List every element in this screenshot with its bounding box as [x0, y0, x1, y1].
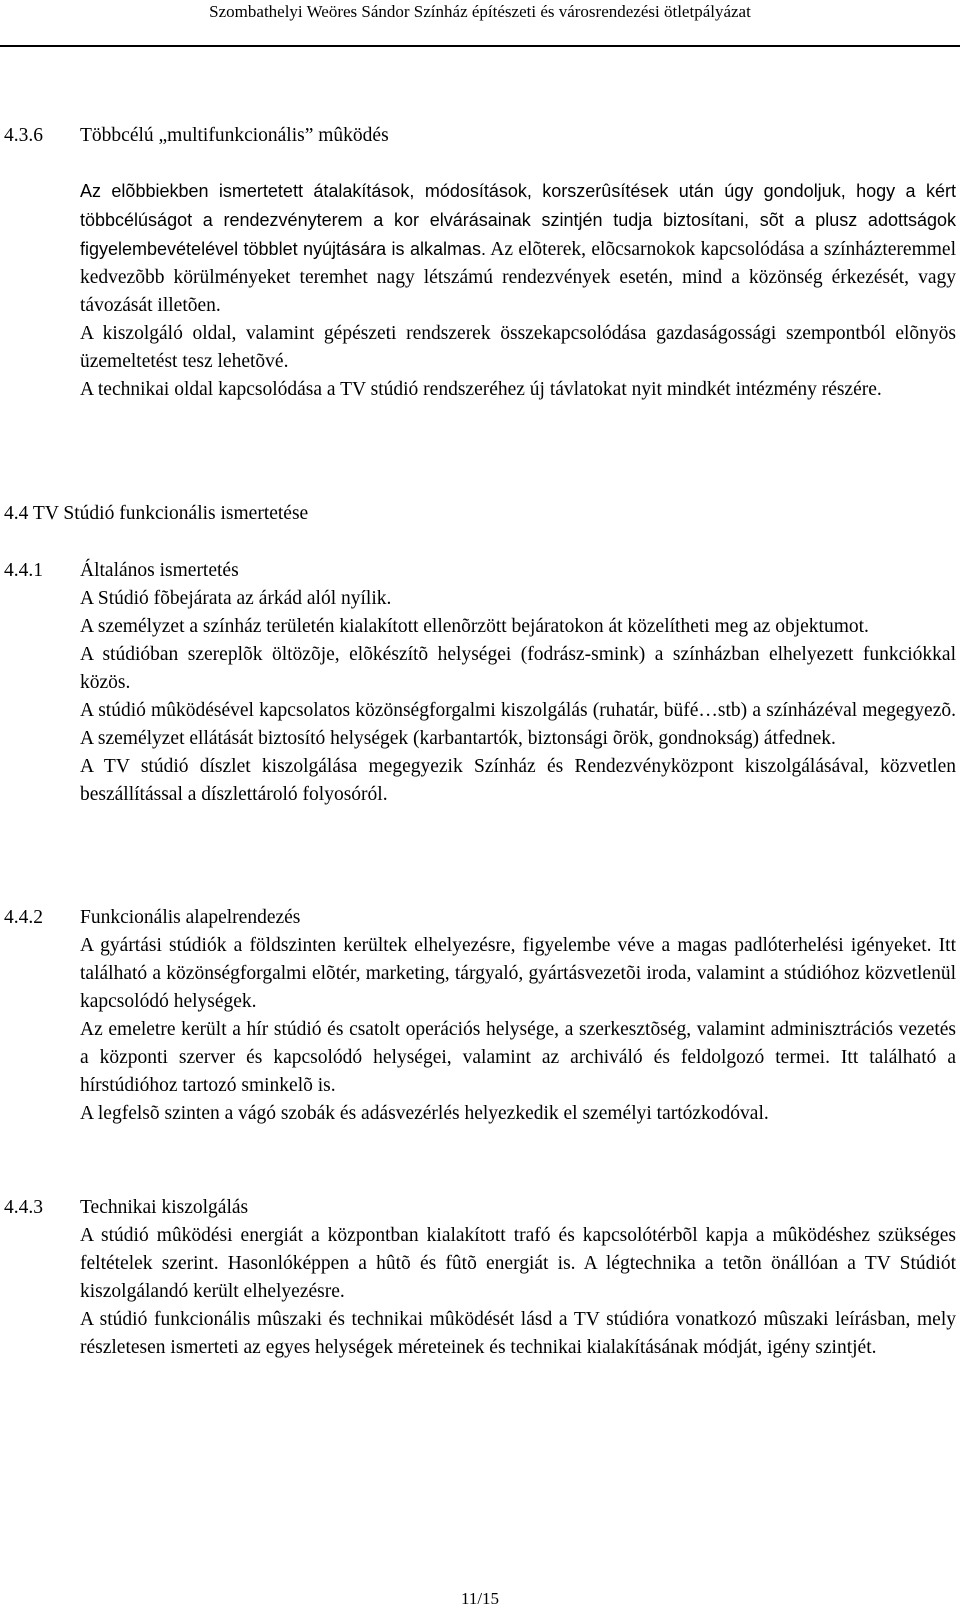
paragraph-sans-part: Az elõbbiekben ismertetett átalakítások, módosítások, korszerûsítések után úgy gondoljuk, hogy a kért többcélúságot a rendezvényterem a kor elvárásainak szintjén tudja biztosítani, sõt a plusz adottságok figyelembevételével többlet nyújtására is alkalmas. — [80, 181, 956, 259]
heading-title: TV Stúdió funkcionális ismertetése — [32, 503, 309, 524]
heading-4-4-2 — [4, 904, 300, 932]
heading-number: 4.4 — [4, 503, 29, 524]
paragraph: A gyártási stúdiók a földszinten kerültek elhelyezésre, figyelembe véve a magas padlóterhelési igényeket. Itt található a közönségforgalmi elõtér, marketing, tárgyaló, gyártásvezetõi iroda, valamint a stúdióhoz közvetlenül kapcsolódó helységek. — [80, 935, 956, 1012]
heading-title: Technikai kiszolgálás — [80, 1197, 249, 1218]
page-number: 11/15 — [460, 1589, 500, 1608]
paragraph: A legfelsõ szinten a vágó szobák és adásvezérlés helyezkedik el személyi tartózkodóval. — [80, 1103, 769, 1124]
paragraph: Az emeletre került a hír stúdió és csatolt operációs helysége, a szerkesztõség, valamint adminisztrációs vezetés a központi szerver és kapcsolódó helységei, valamint az archiváló és feldolgozó termei. Itt található a hírstúdióhoz tartozó sminkelõ is. — [80, 1019, 956, 1096]
heading-number: 4.4.2 — [4, 907, 43, 928]
header-rule — [0, 45, 960, 47]
paragraph: A stúdió funkcionális mûszaki és technikai mûködését lásd a TV stúdióra vonatkozó mûszaki leírásban, mely részletesen ismerteti az egyes helységek méreteinek és technikai kialakításának módját, igény szintjét. — [80, 1309, 956, 1358]
heading-number: 4.3.6 — [4, 125, 43, 146]
page-header: Szombathelyi Weöres Sándor Színház építészeti és városrendezési ötletpályázat — [209, 2, 751, 21]
section-4-4-1-body — [80, 585, 956, 809]
paragraph: A stúdióban szereplõk öltözõje, elõkészítõ helységei (fodrász-smink) a színházban elhelyezett funkciókkal közös. — [80, 644, 956, 693]
paragraph: A technikai oldal kapcsolódása a TV stúdió rendszeréhez új távlatokat nyit mindkét intézmény részére. — [80, 379, 882, 400]
paragraph — [80, 177, 956, 320]
paragraph-serif-part: Az elõterek, elõcsarnokok kapcsolódása a színházteremmel kedvezõbb körülményeket teremhet nagy létszámú rendezvények esetén, mind a közönség érkezését, vagy távozását illetõen. — [80, 239, 956, 316]
heading-title: Általános ismertetés — [80, 560, 239, 581]
paragraph: A személyzet a színház területén kialakított ellenõrzött bejáratokon át közelítheti meg az objektumot. — [80, 616, 869, 637]
section-4-3-6-body — [80, 177, 956, 404]
heading-4-4-1 — [4, 557, 239, 585]
heading-title: Funkcionális alapelrendezés — [80, 907, 301, 928]
paragraph: A stúdió mûködési energiát a központban kialakított trafó és kapcsolótérbõl kapja a mûködéshez szükséges feltételek szerint. Hasonlóképpen a hûtõ és fûtõ energiát is. A légtechnika a tetõn önállóan a TV Stúdiót kiszolgálandó került elhelyezésre. — [80, 1225, 956, 1302]
section-4-4-2-body — [80, 932, 956, 1128]
heading-4-4-3 — [4, 1194, 248, 1222]
heading-title: Többcélú „multifunkcionális” mûködés — [80, 125, 389, 146]
paragraph: A TV stúdió díszlet kiszolgálása megegyezik Színház és Rendezvényközpont kiszolgálásával, közvetlen beszállítással a díszlettároló folyosóról. — [80, 756, 956, 805]
paragraph: A kiszolgáló oldal, valamint gépészeti rendszerek összekapcsolódása gazdaságossági szempontból elõnyös üzemeltetést tesz lehetõvé. — [80, 323, 956, 372]
heading-4-4 — [4, 500, 308, 528]
section-4-4-3-body — [80, 1222, 956, 1362]
heading-number: 4.4.3 — [4, 1197, 43, 1218]
paragraph: A stúdió mûködésével kapcsolatos közönségforgalmi kiszolgálás (ruhatár, büfé…stb) a színházéval megegyezõ. A személyzet ellátását biztosító helységek (karbantartók, biztonsági õrök, gondnokság) átfednek. — [80, 700, 956, 749]
paragraph: A Stúdió fõbejárata az árkád alól nyílik. — [80, 588, 392, 609]
heading-number: 4.4.1 — [4, 560, 43, 581]
heading-4-3-6 — [4, 122, 389, 150]
